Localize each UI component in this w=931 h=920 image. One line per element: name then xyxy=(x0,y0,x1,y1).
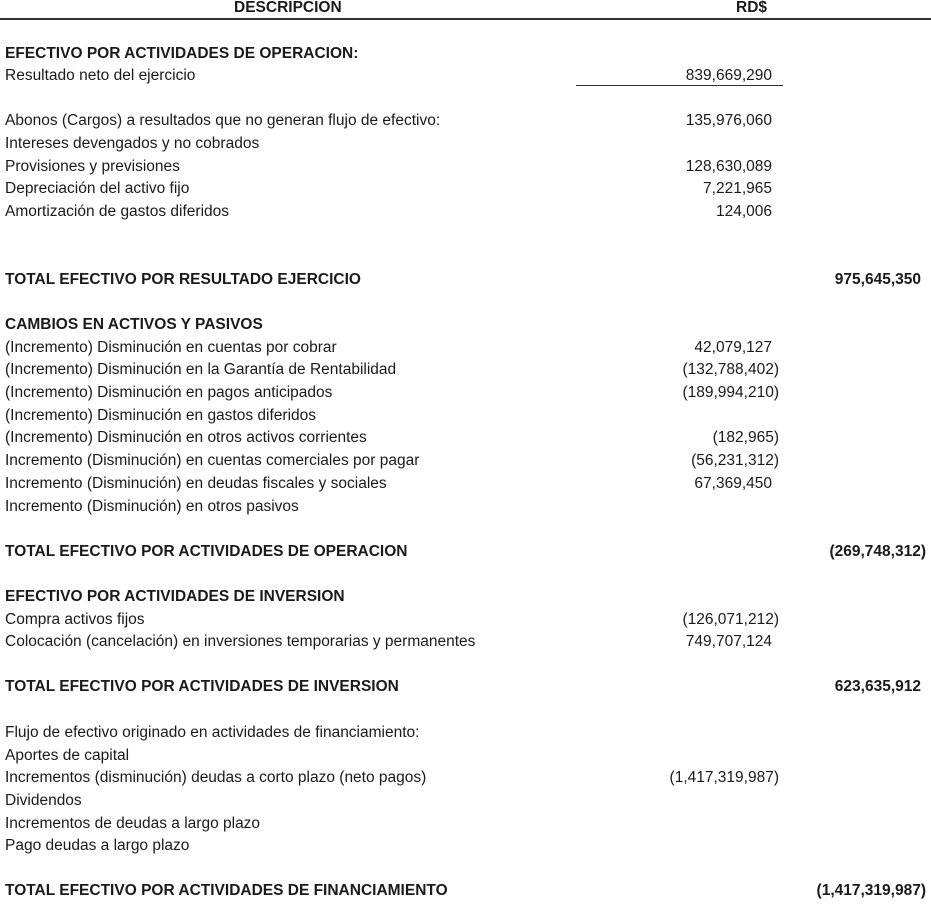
line-item-row xyxy=(0,382,931,404)
detail-amount: (189,994,210) xyxy=(682,384,779,401)
section-row xyxy=(0,880,931,902)
total-amount: (1,417,319,987) xyxy=(816,882,926,899)
line-item-row xyxy=(0,609,931,631)
row-label: EFECTIVO POR ACTIVIDADES DE OPERACION: xyxy=(5,45,359,62)
detail-amount: (182,965) xyxy=(712,429,779,446)
row-label: (Incremento) Disminución en la Garantía de Rentabilidad xyxy=(5,361,397,378)
detail-amount: (56,231,312) xyxy=(691,452,779,469)
row-label: TOTAL EFECTIVO POR ACTIVIDADES DE INVERSION xyxy=(5,678,399,695)
line-item-row xyxy=(0,133,931,155)
row-label: CAMBIOS EN ACTIVOS Y PASIVOS xyxy=(5,316,263,333)
section-row xyxy=(0,586,931,608)
row-label: Compra activos fijos xyxy=(5,611,145,628)
row-label: Incrementos (disminución) deudas a corto plazo (neto pagos) xyxy=(5,769,427,786)
detail-amount: 749,707,124 xyxy=(685,633,772,650)
line-item-row xyxy=(0,201,931,223)
line-item-row xyxy=(0,835,931,857)
row-label: Colocación (cancelación) en inversiones temporarias y permanentes xyxy=(5,633,476,650)
row-label: Aportes de capital xyxy=(5,747,130,764)
section-row xyxy=(0,541,931,563)
detail-amount: 124,006 xyxy=(715,203,772,220)
detail-amount: 67,369,450 xyxy=(694,475,772,492)
line-item-row xyxy=(0,496,931,518)
row-label: (Incremento) Disminución en otros activos corrientes xyxy=(5,429,367,446)
row-label: Incrementos de deudas a largo plazo xyxy=(5,815,261,832)
section-row xyxy=(0,43,931,65)
total-amount: (269,748,312) xyxy=(829,543,926,560)
row-label: (Incremento) Disminución en cuentas por cobrar xyxy=(5,339,337,356)
row-label: TOTAL EFECTIVO POR ACTIVIDADES DE OPERACION xyxy=(5,543,408,560)
description-column-header: DESCRIPCION xyxy=(234,0,342,16)
line-item-row xyxy=(0,110,931,132)
line-item-row xyxy=(0,450,931,472)
row-label: Incremento (Disminución) en deudas fiscales y sociales xyxy=(5,475,387,492)
section-row xyxy=(0,269,931,291)
line-item-row xyxy=(0,156,931,178)
line-item-row xyxy=(0,178,931,200)
table-header xyxy=(0,0,931,20)
detail-amount: (126,071,212) xyxy=(682,611,779,628)
detail-amount: (132,788,402) xyxy=(682,361,779,378)
line-item-row xyxy=(0,65,931,87)
line-item-row xyxy=(0,405,931,427)
detail-amount: (1,417,319,987) xyxy=(669,769,779,786)
section-row xyxy=(0,676,931,698)
line-item-row xyxy=(0,631,931,653)
row-label: Flujo de efectivo originado en actividades de financiamiento: xyxy=(5,724,420,741)
detail-amount: 128,630,089 xyxy=(685,158,772,175)
detail-amount: 135,976,060 xyxy=(685,112,772,129)
row-label: Depreciación del activo fijo xyxy=(5,180,190,197)
detail-amount: 839,669,290 xyxy=(685,67,772,84)
row-label: Dividendos xyxy=(5,792,82,809)
line-item-row xyxy=(0,745,931,767)
row-label: Incremento (Disminución) en cuentas comerciales por pagar xyxy=(5,452,420,469)
row-label: TOTAL EFECTIVO POR ACTIVIDADES DE FINANCIAMIENTO xyxy=(5,882,448,899)
row-label: Resultado neto del ejercicio xyxy=(5,67,196,84)
line-item-row xyxy=(0,767,931,789)
row-label: Intereses devengados y no cobrados xyxy=(5,135,260,152)
row-label: Pago deudas a largo plazo xyxy=(5,837,190,854)
total-amount: 975,645,350 xyxy=(834,271,921,288)
line-item-row xyxy=(0,813,931,835)
row-label: (Incremento) Disminución en pagos anticipados xyxy=(5,384,333,401)
row-label: Provisiones y previsiones xyxy=(5,158,180,175)
section-row xyxy=(0,314,931,336)
row-label: Amortización de gastos diferidos xyxy=(5,203,230,220)
detail-amount: 42,079,127 xyxy=(694,339,772,356)
line-item-row xyxy=(0,427,931,449)
line-item-row xyxy=(0,790,931,812)
row-label: (Incremento) Disminución en gastos diferidos xyxy=(5,407,316,424)
line-item-row xyxy=(0,722,931,744)
row-label: TOTAL EFECTIVO POR RESULTADO EJERCICIO xyxy=(5,271,361,288)
currency-column-header: RD$ xyxy=(736,0,768,16)
line-item-row xyxy=(0,473,931,495)
row-label: Abonos (Cargos) a resultados que no generan flujo de efectivo: xyxy=(5,112,441,129)
row-label: Incremento (Disminución) en otros pasivos xyxy=(5,498,299,515)
total-amount: 623,635,912 xyxy=(834,678,921,695)
row-label: EFECTIVO POR ACTIVIDADES DE INVERSION xyxy=(5,588,345,605)
detail-amount: 7,221,965 xyxy=(703,180,772,197)
line-item-row xyxy=(0,337,931,359)
line-item-row xyxy=(0,359,931,381)
